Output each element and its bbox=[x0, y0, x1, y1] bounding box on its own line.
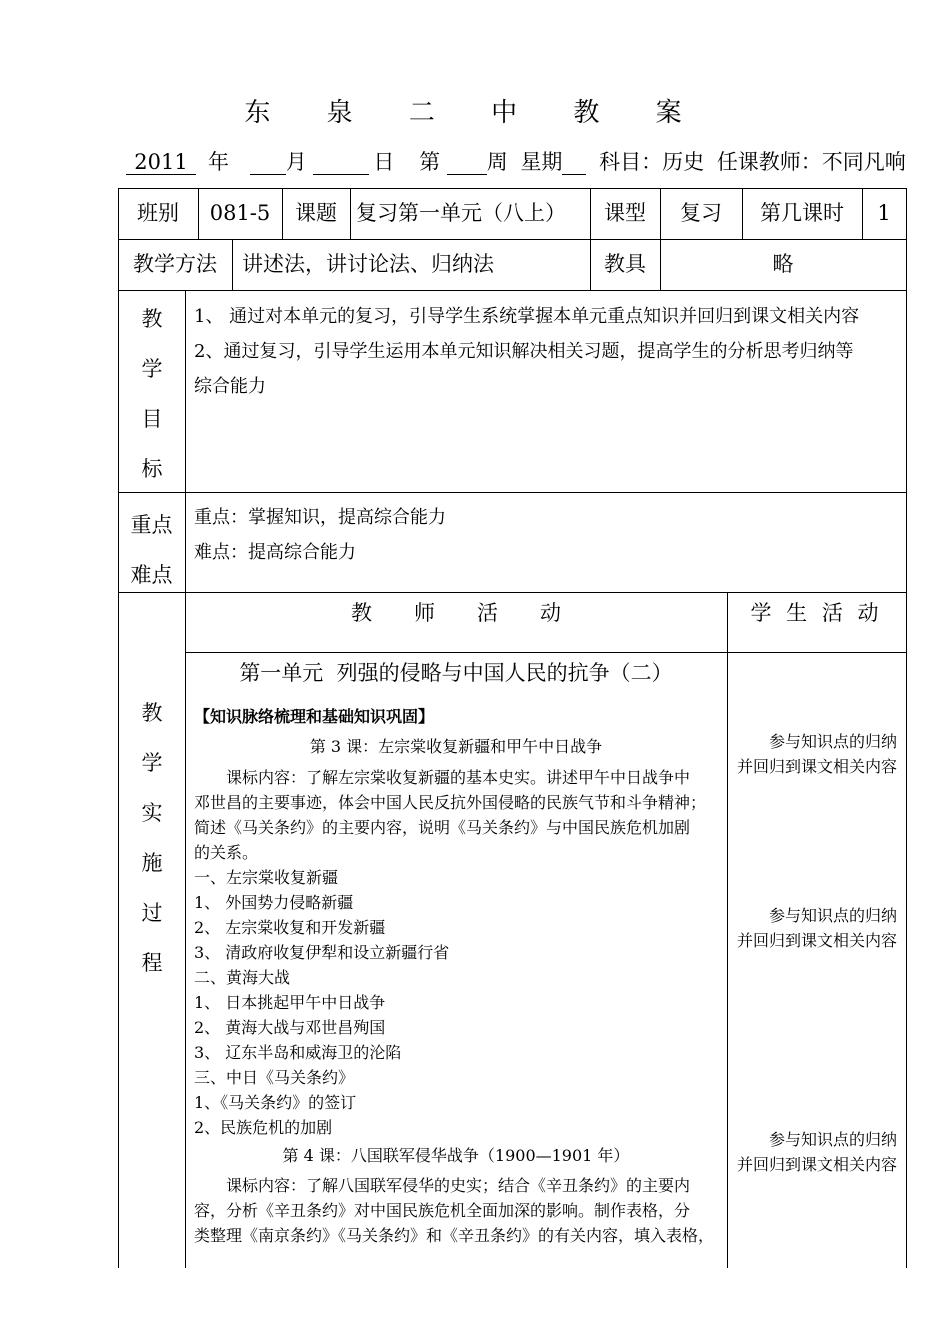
outline-item: 2、 黄海大战与邓世昌殉国 bbox=[194, 1018, 386, 1037]
unit-title: 第一单元 列强的侵略与中国人民的抗争（二） bbox=[239, 661, 673, 685]
subject-text: 科目：历史 bbox=[599, 150, 705, 174]
lesson3-title: 第 3 课：左宗棠收复新疆和甲午中日战争 bbox=[309, 737, 603, 756]
text-line: 邓世昌的主要事迹，体会中国人民反抗外国侵略的民族气节和斗争精神； bbox=[194, 793, 707, 812]
topic-label: 课题 bbox=[295, 201, 337, 225]
process-label-char: 教 bbox=[141, 701, 163, 725]
process-label-char: 程 bbox=[141, 951, 163, 975]
section-title: 【知识脉络梳理和基础知识巩固】 bbox=[194, 707, 435, 726]
week-field bbox=[447, 150, 487, 175]
year-unit: 年 bbox=[208, 150, 229, 174]
focus-label-line: 重点 bbox=[130, 513, 173, 537]
method-label: 教学方法 bbox=[133, 252, 217, 276]
student-note-1: 参与知识点的归纳并回归到课文相关内容 bbox=[737, 732, 898, 776]
weekday-label: 星期 bbox=[520, 150, 563, 174]
page-title: 东 泉 二 中 教 案 bbox=[244, 98, 706, 128]
week-prefix: 第 bbox=[419, 150, 441, 174]
process-label-char: 施 bbox=[141, 851, 163, 875]
student-note-2: 参与知识点的归纳并回归到课文相关内容 bbox=[737, 906, 898, 950]
focus-label bbox=[118, 500, 185, 600]
goals-label-char: 目 bbox=[141, 407, 163, 431]
goals-text bbox=[194, 299, 904, 404]
outline-item: 1、《马关条约》的签订 bbox=[194, 1093, 357, 1112]
goals-label bbox=[120, 294, 184, 494]
outline-item: 三、中日《马关条约》 bbox=[194, 1068, 355, 1087]
outline-list bbox=[194, 865, 724, 1140]
tools-value: 略 bbox=[772, 252, 794, 276]
outline-item: 1、 日本挑起甲午中日战争 bbox=[194, 993, 386, 1012]
month-field bbox=[250, 150, 286, 175]
process-label-char: 过 bbox=[141, 901, 163, 925]
difficulty-point: 难点：提高综合能力 bbox=[194, 542, 356, 563]
outline-item: 3、 辽东半岛和威海卫的沦陷 bbox=[194, 1043, 402, 1062]
class-value: 081-5 bbox=[209, 201, 271, 225]
lesson4-title: 第 4 课：八国联军侵华战争（1900—1901 年） bbox=[282, 1146, 630, 1165]
text-line: 课标内容：了解八国联军侵华的史实；结合《辛丑条约》的主要内 bbox=[226, 1176, 691, 1195]
text-line: 简述《马关条约》的主要内容，说明《马关条约》与中国民族危机加剧 bbox=[194, 818, 691, 837]
type-label: 课型 bbox=[604, 201, 646, 225]
period-label: 第几课时 bbox=[760, 201, 844, 225]
text-line: 的关系。 bbox=[194, 843, 259, 862]
lesson4-standard bbox=[194, 1173, 724, 1248]
text-line: 类整理《南京条约》《马关条约》和《辛丑条约》的有关内容，填入表格， bbox=[194, 1226, 715, 1245]
outline-item: 3、 清政府收复伊犁和设立新疆行省 bbox=[194, 943, 450, 962]
text-line: 课标内容：了解左宗棠收复新疆的基本史实。讲述甲午中日战争中 bbox=[226, 768, 691, 787]
topic-value: 复习第一单元（八上） bbox=[356, 201, 566, 225]
day-unit: 日 bbox=[373, 150, 395, 174]
goal-line-1: 1、 通过对本单元的复习，引导学生系统掌握本单元重点知识并回归到课文相关内容 bbox=[194, 306, 860, 327]
goal-line-2: 2、通过复习，引导学生运用本单元知识解决相关习题，提高学生的分析思考归纳等 bbox=[194, 341, 854, 362]
teacher-text: 任课教师：不同凡响 bbox=[716, 150, 906, 174]
day-field bbox=[313, 150, 369, 175]
process-label bbox=[120, 688, 184, 988]
tools-label: 教具 bbox=[604, 252, 646, 276]
class-label: 班别 bbox=[137, 201, 179, 225]
year-field: 2011 bbox=[126, 150, 196, 175]
teacher-activity-header: 教 师 活 动 bbox=[351, 601, 561, 625]
month-unit: 月 bbox=[285, 150, 307, 174]
goals-label-char: 学 bbox=[141, 357, 163, 381]
focus-text bbox=[194, 500, 894, 570]
outline-item: 2、民族危机的加剧 bbox=[194, 1118, 333, 1137]
outline-item: 1、 外国势力侵略新疆 bbox=[194, 893, 354, 912]
process-label-char: 学 bbox=[141, 751, 163, 775]
student-activity-header: 学 生 活 动 bbox=[750, 601, 883, 625]
focus-label-line: 难点 bbox=[130, 563, 173, 587]
outline-item: 二、黄海大战 bbox=[194, 968, 291, 987]
week-unit: 周 bbox=[486, 150, 508, 174]
period-value: 1 bbox=[877, 201, 891, 225]
text-line: 容，分析《辛丑条约》对中国民族危机全面加深的影响。制作表格，分 bbox=[194, 1201, 691, 1220]
goals-label-char: 标 bbox=[141, 457, 163, 481]
type-value: 复习 bbox=[680, 201, 722, 225]
outline-item: 一、左宗棠收复新疆 bbox=[194, 868, 339, 887]
key-point: 重点：掌握知识，提高综合能力 bbox=[194, 507, 446, 528]
lesson3-standard bbox=[194, 765, 724, 865]
date-header-line bbox=[126, 146, 906, 176]
outline-item: 2、 左宗棠收复和开发新疆 bbox=[194, 918, 386, 937]
goal-line-3: 综合能力 bbox=[194, 376, 266, 397]
weekday-field bbox=[562, 150, 586, 175]
student-note-3: 参与知识点的归纳并回归到课文相关内容 bbox=[737, 1130, 898, 1174]
goals-label-char: 教 bbox=[141, 307, 163, 331]
method-value: 讲述法，讲讨论法、归纳法 bbox=[242, 252, 494, 276]
process-label-char: 实 bbox=[141, 801, 163, 825]
